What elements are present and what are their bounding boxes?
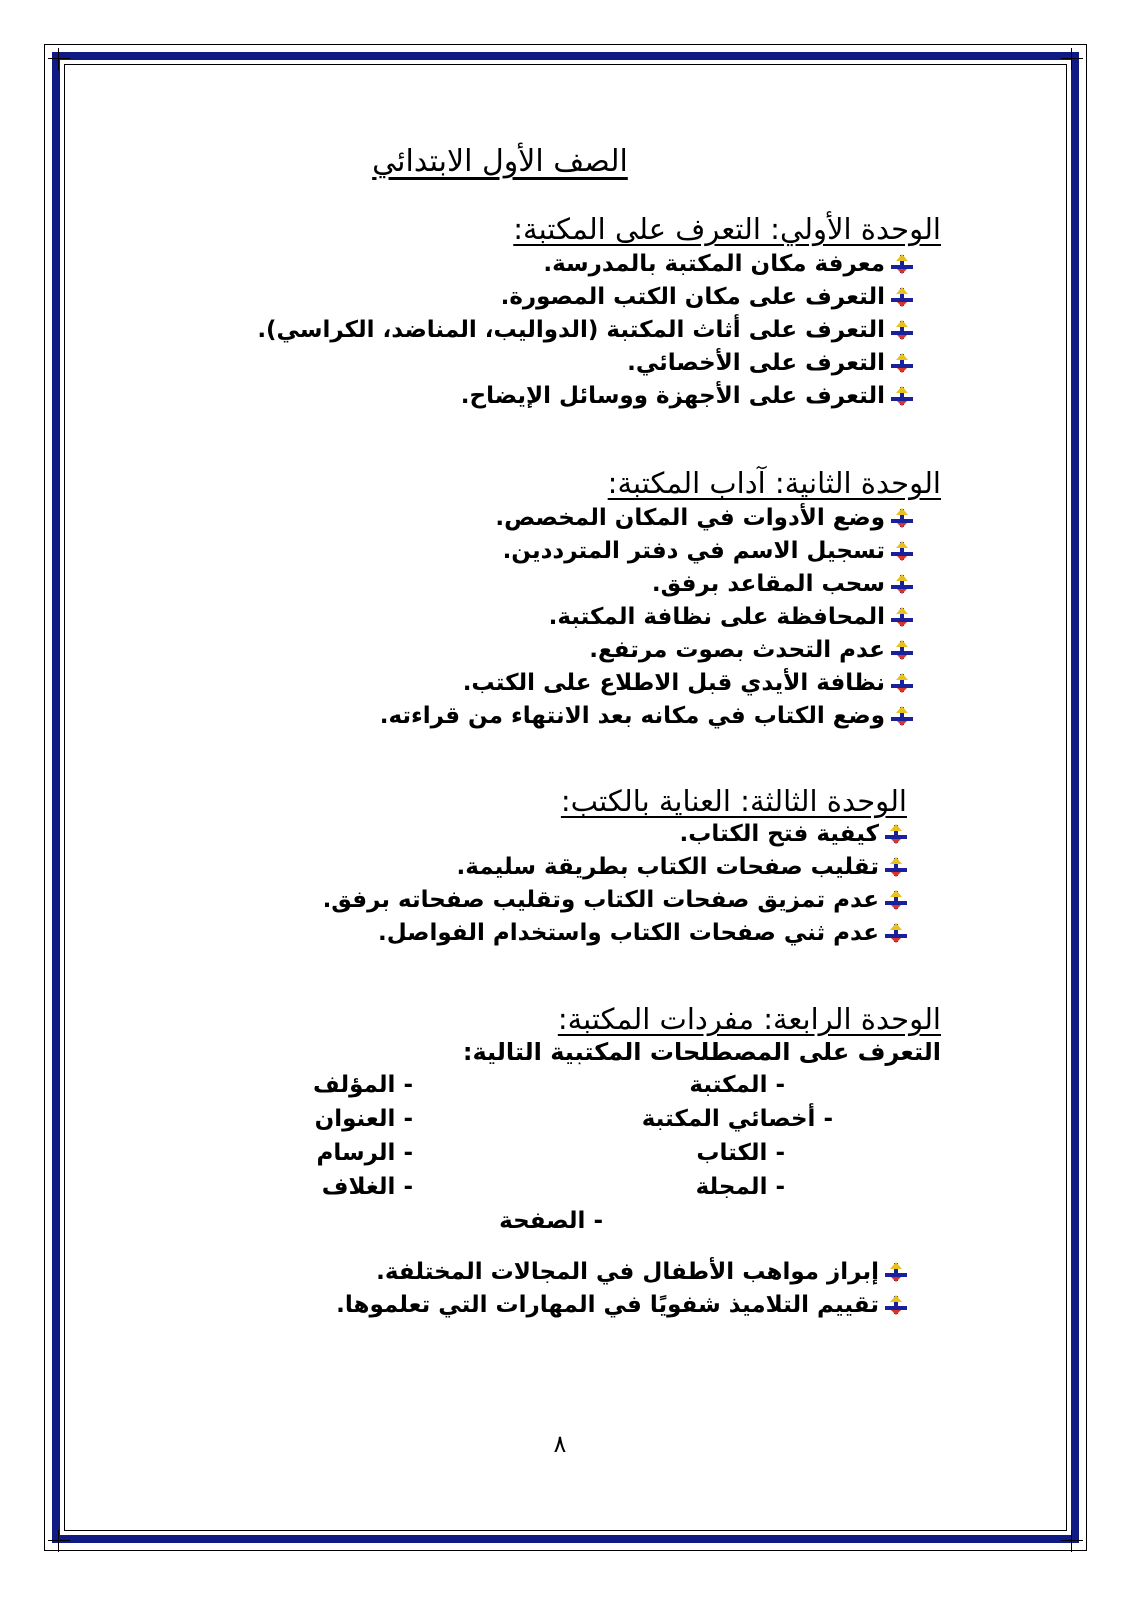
corner-ornament (1061, 1530, 1083, 1552)
unit-2-heading: الوحدة الثانية: آداب المكتبة: (607, 466, 941, 500)
list-item: المحافظة على نظافة المكتبة. (380, 601, 913, 634)
term-item: - المكتبة (689, 1072, 785, 1098)
arrow-bullet-icon (891, 638, 913, 660)
arrow-bullet-icon (891, 572, 913, 594)
arrow-bullet-icon (885, 822, 907, 844)
arrow-bullet-icon (891, 704, 913, 726)
unit-2-list (380, 502, 913, 733)
arrow-bullet-icon (885, 1293, 907, 1315)
list-item: كيفية فتح الكتاب. (323, 818, 907, 851)
arrow-bullet-icon (891, 285, 913, 307)
arrow-bullet-icon (885, 888, 907, 910)
list-item: عدم ثني صفحات الكتاب واستخدام الفواصل. (323, 917, 907, 950)
unit-1-list (257, 248, 913, 413)
arrow-bullet-icon (885, 855, 907, 877)
term-item: - الكتاب (696, 1140, 785, 1166)
list-item: معرفة مكان المكتبة بالمدرسة. (257, 248, 913, 281)
list-item: عدم التحدث بصوت مرتفع. (380, 634, 913, 667)
unit-4-list (336, 1256, 907, 1322)
corner-ornament (48, 1530, 70, 1552)
arrow-bullet-icon (891, 506, 913, 528)
page-number: ٨ (553, 1430, 567, 1458)
page-title: الصف الأول الابتدائي (372, 144, 628, 179)
list-item: سحب المقاعد برفق. (380, 568, 913, 601)
list-item: التعرف على الأجهزة ووسائل الإيضاح. (257, 380, 913, 413)
arrow-bullet-icon (885, 921, 907, 943)
corner-ornament (48, 48, 70, 70)
term-item: - الصفحة (499, 1208, 603, 1234)
arrow-bullet-icon (891, 318, 913, 340)
list-item: التعرف على أثاث المكتبة (الدواليب، المناضد، الكراسي). (257, 314, 913, 347)
list-item: إبراز مواهب الأطفال في المجالات المختلفة. (336, 1256, 907, 1289)
corner-ornament (1061, 48, 1083, 70)
list-item: تقليب صفحات الكتاب بطريقة سليمة. (323, 851, 907, 884)
term-item: - المؤلف (313, 1072, 413, 1098)
arrow-bullet-icon (885, 1260, 907, 1282)
term-item: - الرسام (316, 1140, 413, 1166)
list-item: وضع الأدوات في المكان المخصص. (380, 502, 913, 535)
arrow-bullet-icon (891, 252, 913, 274)
list-item: نظافة الأيدي قبل الاطلاع على الكتب. (380, 667, 913, 700)
list-item: تسجيل الاسم في دفتر المترددين. (380, 535, 913, 568)
term-item: - العنوان (314, 1106, 413, 1132)
list-item: عدم تمزيق صفحات الكتاب وتقليب صفحاته برفق. (323, 884, 907, 917)
term-item: - الغلاف (321, 1174, 413, 1200)
arrow-bullet-icon (891, 539, 913, 561)
arrow-bullet-icon (891, 605, 913, 627)
term-item: - المجلة (695, 1174, 785, 1200)
list-item: التعرف على الأخصائي. (257, 347, 913, 380)
arrow-bullet-icon (891, 351, 913, 373)
list-item: التعرف على مكان الكتب المصورة. (257, 281, 913, 314)
unit-3-heading: الوحدة الثالثة: العناية بالكتب: (560, 784, 907, 818)
unit-4-heading: الوحدة الرابعة: مفردات المكتبة: (557, 1002, 941, 1036)
list-item: وضع الكتاب في مكانه بعد الانتهاء من قراءته. (380, 700, 913, 733)
unit-3-list (323, 818, 907, 950)
arrow-bullet-icon (891, 384, 913, 406)
list-item: تقييم التلاميذ شفويًا في المهارات التي تعلموها. (336, 1289, 907, 1322)
term-item: - أخصائي المكتبة (641, 1106, 833, 1132)
unit-1-heading: الوحدة الأولي: التعرف على المكتبة: (513, 212, 941, 246)
arrow-bullet-icon (891, 671, 913, 693)
unit-4-intro: التعرف على المصطلحات المكتبية التالية: (462, 1038, 941, 1066)
